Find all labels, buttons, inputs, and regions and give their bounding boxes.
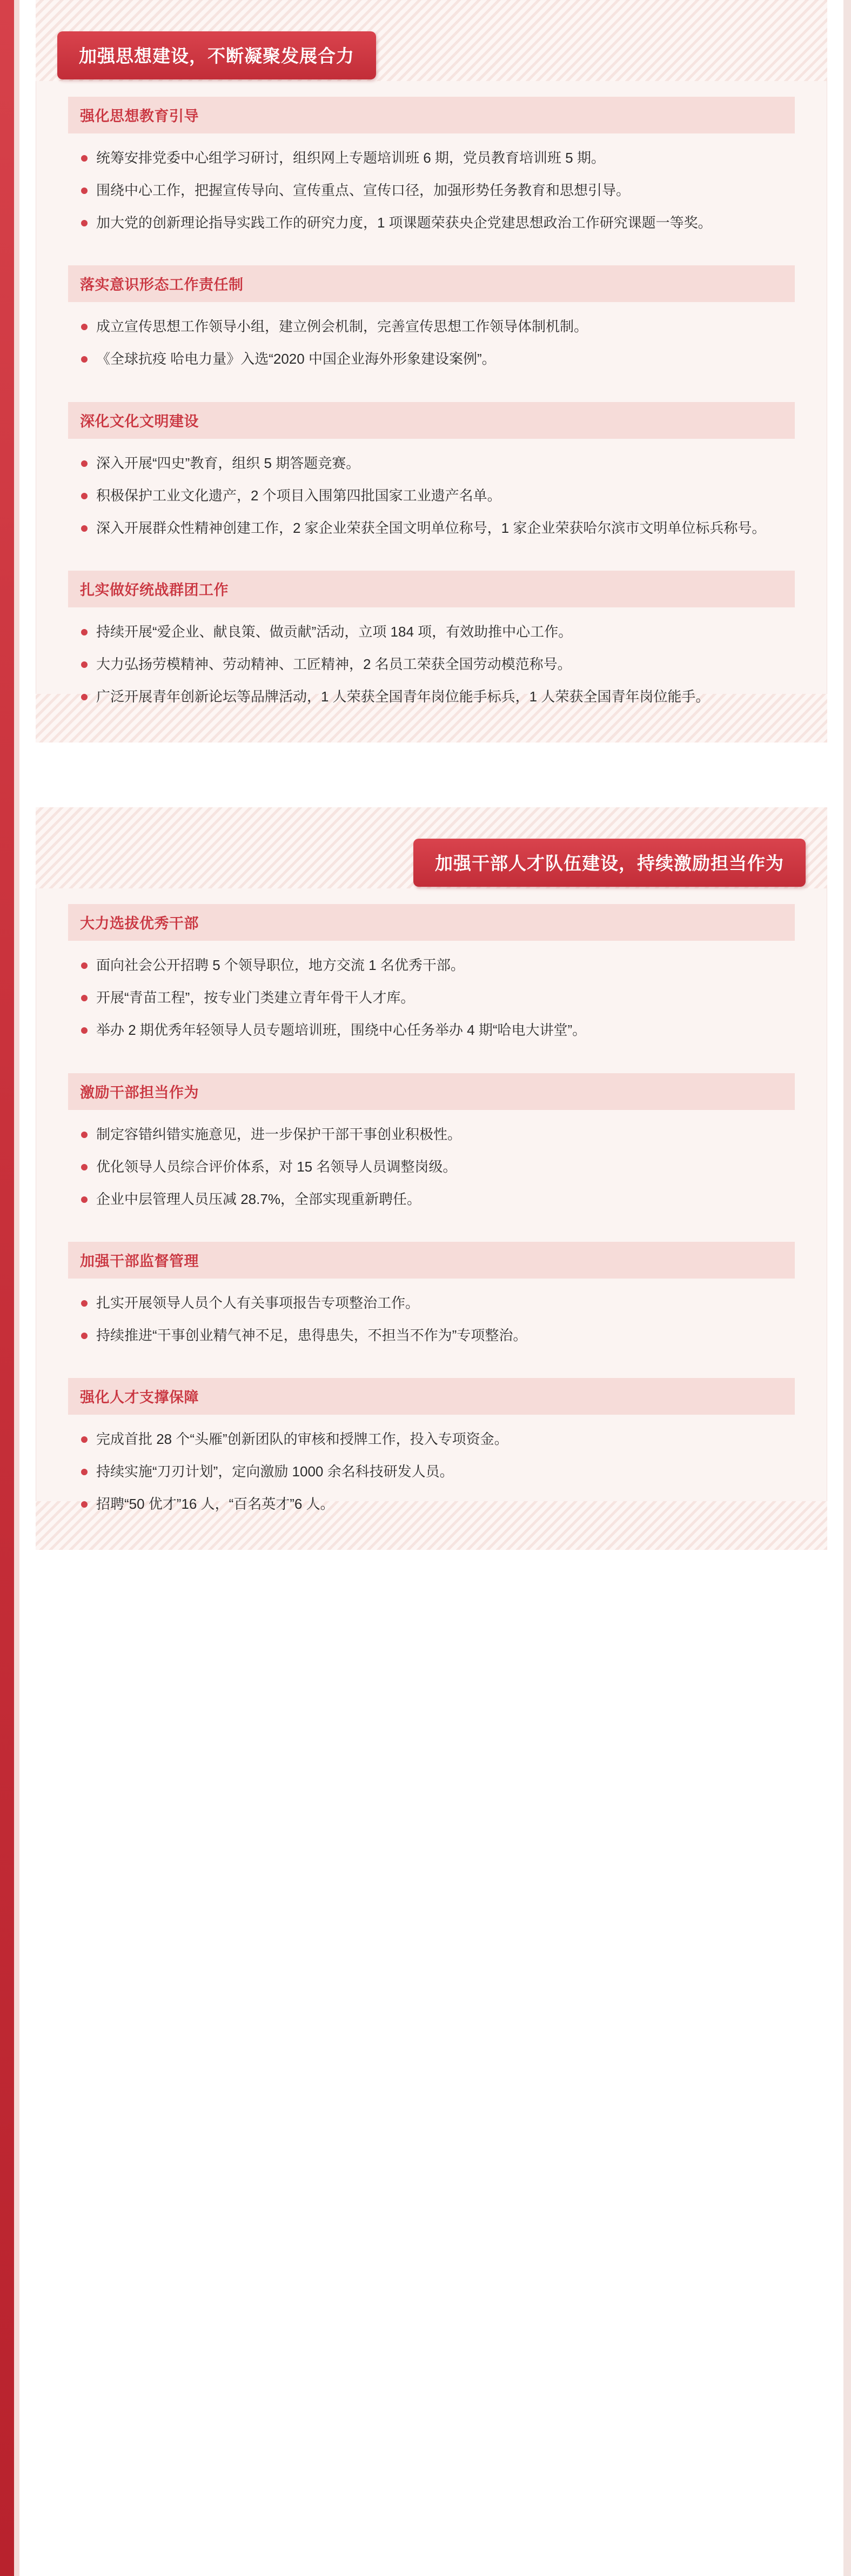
list-talent-support [68,1420,795,1528]
list-item: 扎实开展领导人员个人有关事项报告专项整治工作。 [77,1292,781,1314]
section-1-body [36,79,827,721]
section-2-title: 加强干部人才队伍建设，持续激励担当作为 [413,839,806,887]
right-edge-strip [843,0,851,2576]
list-culture-civilization [68,444,795,552]
subheading-cadre-supervision: 加强干部监督管理 [68,1242,795,1279]
list-item: 招聘“50 优才”16 人，“百名英才”6 人。 [77,1493,781,1515]
section-1 [36,0,827,742]
list-united-front-work [68,613,795,721]
list-item: 举办 2 期优秀年轻领导人员专题培训班，围绕中心任务举办 4 期“哈电大讲堂”。 [77,1019,781,1041]
list-ideology-responsibility [68,307,795,383]
subheading-ideology-responsibility: 落实意识形态工作责任制 [68,265,795,302]
left-red-ribbon [0,0,14,2576]
list-item: 深入开展“四史”教育，组织 5 期答题竞赛。 [77,452,781,474]
list-item: 成立宣传思想工作领导小组，建立例会机制，完善宣传思想工作领导体制机制。 [77,315,781,338]
list-item: 面向社会公开招聘 5 个领导职位，地方交流 1 名优秀干部。 [77,954,781,976]
subheading-strengthen-ideological-education: 强化思想教育引导 [68,97,795,133]
list-item: 加大党的创新理论指导实践工作的研究力度，1 项课题荣获央企党建思想政治工作研究课题一等奖。 [77,211,781,234]
list-item: 完成首批 28 个“头雁”创新团队的审核和授牌工作，投入专项资金。 [77,1428,781,1450]
list-item: 企业中层管理人员压减 28.7%，全部实现重新聘任。 [77,1188,781,1210]
list-item: 广泛开展青年创新论坛等品牌活动，1 人荣获全国青年岗位能手标兵，1 人荣获全国青年岗位能手。 [77,685,781,708]
section-2-body [36,887,827,1528]
list-item: 《全球抗疫 哈电力量》入选“2020 中国企业海外形象建设案例”。 [77,347,781,370]
list-item: 开展“青苗工程”，按专业门类建立青年骨干人才库。 [77,986,781,1009]
list-item: 围绕中心工作，把握宣传导向、宣传重点、宣传口径，加强形势任务教育和思想引导。 [77,179,781,202]
list-item: 制定容错纠错实施意见，进一步保护干部干事创业积极性。 [77,1123,781,1146]
list-item: 积极保护工业文化遗产，2 个项目入围第四批国家工业遗产名单。 [77,484,781,507]
list-item: 深入开展群众性精神创建工作，2 家企业荣获全国文明单位称号，1 家企业荣获哈尔滨市文明单位标兵称号。 [77,517,781,539]
list-item: 大力弘扬劳模精神、劳动精神、工匠精神，2 名员工荣获全国劳动模范称号。 [77,653,781,675]
list-strengthen-ideological-education [68,139,795,247]
section-gap [0,742,851,807]
section-1-title: 加强思想建设，不断凝聚发展合力 [57,31,376,79]
subheading-motivate-cadres: 激励干部担当作为 [68,1073,795,1110]
list-item: 持续推进“干事创业精气神不足，患得患失，不担当不作为”专项整治。 [77,1324,781,1347]
section-2 [36,807,827,1550]
list-item: 持续实施“刀刃计划”，定向激励 1000 余名科技研发人员。 [77,1460,781,1483]
subheading-united-front-work: 扎实做好统战群团工作 [68,571,795,607]
section-1-title-row [36,0,827,79]
subheading-culture-civilization: 深化文化文明建设 [68,402,795,439]
list-item: 统筹安排党委中心组学习研讨，组织网上专题培训班 6 期，党员教育培训班 5 期。 [77,146,781,169]
section-2-title-row [36,807,827,887]
subheading-talent-support: 强化人才支撑保障 [68,1378,795,1415]
list-item: 持续开展“爱企业、献良策、做贡献”活动，立项 184 项，有效助推中心工作。 [77,620,781,643]
list-motivate-cadres [68,1115,795,1223]
list-cadre-supervision [68,1284,795,1360]
list-item: 优化领导人员综合评价体系，对 15 名领导人员调整岗级。 [77,1155,781,1178]
subheading-select-cadres: 大力选拔优秀干部 [68,904,795,941]
list-select-cadres [68,946,795,1054]
